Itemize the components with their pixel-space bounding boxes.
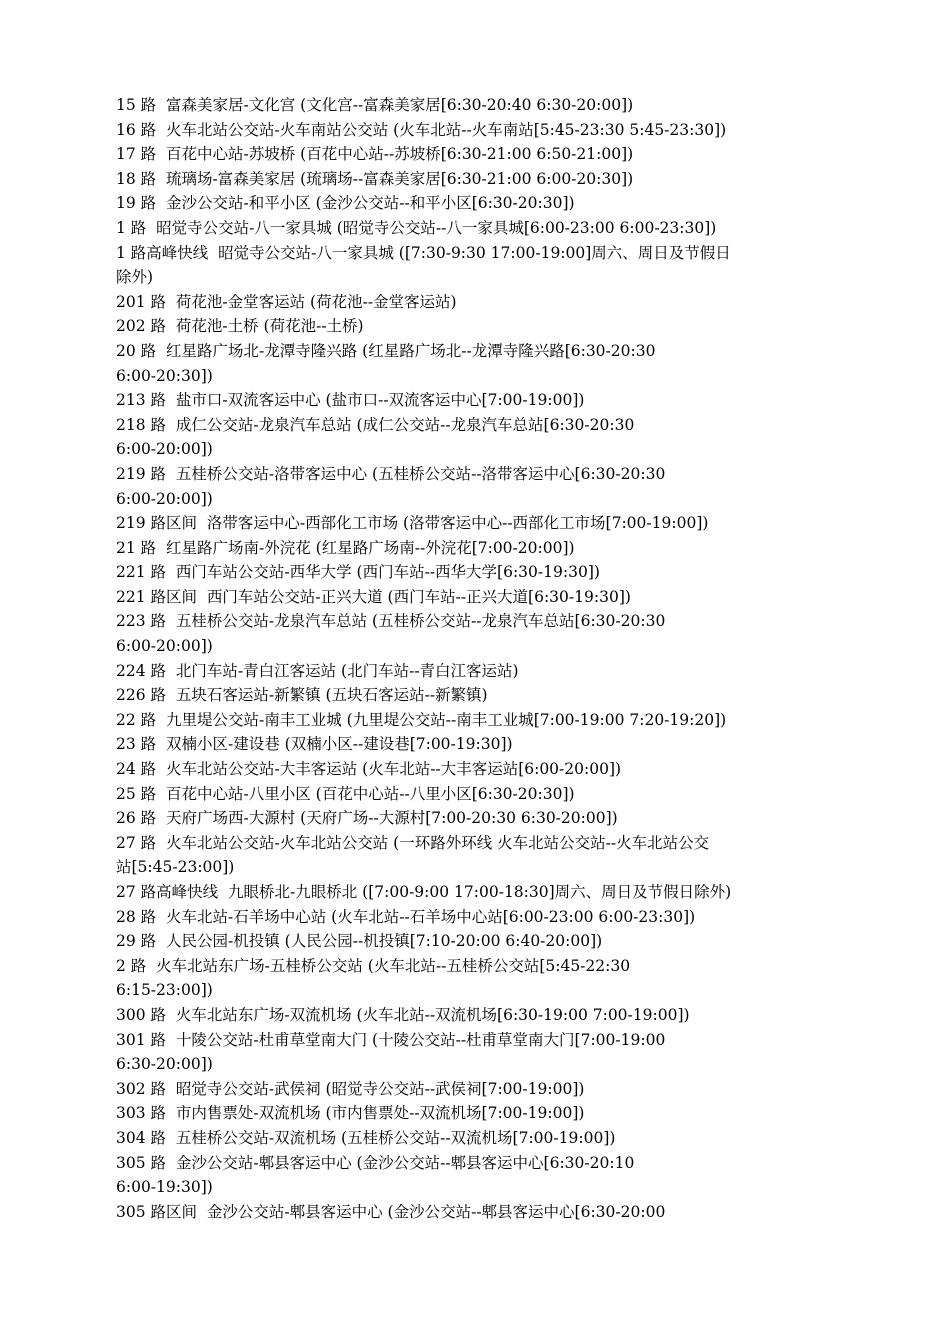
route-line: 16 路 火车北站公交站-火车南站公交站 (火车北站--火车南站[5:45-23:30 5:45-23:30]) xyxy=(116,120,727,139)
route-line: 25 路 百花中心站-八里小区 (百花中心站--八里小区[6:30-20:30]) xyxy=(116,784,575,803)
route-line: 24 路 火车北站公交站-大丰客运站 (火车北站--大丰客运站[6:00-20:00]) xyxy=(116,760,622,779)
route-line: 28 路 火车北站-石羊场中心站 (火车北站--石羊场中心站[6:00-23:00 6:00-23:30]) xyxy=(116,907,696,926)
route-line: 2 路 火车北站东广场-五桂桥公交站 (火车北站--五桂桥公交站[5:45-22:30 xyxy=(116,956,631,975)
route-line: 202 路 荷花池-土桥 (荷花池--土桥) xyxy=(116,317,364,336)
route-line: 219 路 五桂桥公交站-洛带客运中心 (五桂桥公交站--洛带客运中心[6:30-20:30 xyxy=(116,464,666,483)
route-line: 301 路 十陵公交站-杜甫草堂南大门 (十陵公交站--杜甫草堂南大门[7:00-19:00 xyxy=(116,1030,666,1049)
route-line: 6:00-20:30]) xyxy=(116,366,213,385)
route-line: 21 路 红星路广场南-外浣花 (红星路广场南--外浣花[7:00-20:00]) xyxy=(116,538,575,557)
route-line: 223 路 五桂桥公交站-龙泉汽车总站 (五桂桥公交站--龙泉汽车总站[6:30-20:30 xyxy=(116,612,666,631)
route-line: 6:15-23:00]) xyxy=(116,981,213,1000)
route-line: 224 路 北门车站-青白江客运站 (北门车站--青白江客运站) xyxy=(116,661,519,680)
route-line: 23 路 双楠小区-建设巷 (双楠小区--建设巷[7:00-19:30]) xyxy=(116,735,513,754)
route-line: 300 路 火车北站东广场-双流机场 (火车北站--双流机场[6:30-19:00 7:00-19:00]) xyxy=(116,1005,690,1024)
route-line: 27 路 火车北站公交站-火车北站公交站 (一环路外环线 火车北站公交站--火车北站公交 xyxy=(116,833,710,852)
route-line: 15 路 富森美家居-文化宫 (文化宫--富森美家居[6:30-20:40 6:30-20:00]) xyxy=(116,96,634,114)
route-line: 226 路 五块石客运站-新繁镇 (五块石客运站--新繁镇) xyxy=(116,686,488,705)
route-line: 6:00-19:30]) xyxy=(116,1178,213,1197)
route-line: 17 路 百花中心站-苏坡桥 (百花中心站--苏坡桥[6:30-21:00 6:50-21:00]) xyxy=(116,145,634,164)
route-line: 22 路 九里堤公交站-南丰工业城 (九里堤公交站--南丰工业城[7:00-19:00 7:20-19:20]) xyxy=(116,710,727,729)
route-line: 除外) xyxy=(116,268,154,287)
route-line: 20 路 红星路广场北-龙潭寺隆兴路 (红星路广场北--龙潭寺隆兴路[6:30-20:30 xyxy=(116,341,656,360)
route-line: 6:00-20:00]) xyxy=(116,637,213,656)
route-line: 29 路 人民公园-机投镇 (人民公园--机投镇[7:10-20:00 6:40-20:00]) xyxy=(116,932,603,951)
route-line: 302 路 昭觉寺公交站-武侯祠 (昭觉寺公交站--武侯祠[7:00-19:00]) xyxy=(116,1079,585,1098)
route-line: 1 路 昭觉寺公交站-八一家具城 (昭觉寺公交站--八一家具城[6:00-23:00 6:00-23:30]) xyxy=(116,218,717,237)
route-line: 218 路 成仁公交站-龙泉汽车总站 (成仁公交站--龙泉汽车总站[6:30-20:30 xyxy=(116,415,635,434)
route-line: 站[5:45-23:00]) xyxy=(116,858,235,877)
route-line: 213 路 盐市口-双流客运中心 (盐市口--双流客运中心[7:00-19:00]) xyxy=(116,391,585,410)
route-line: 304 路 五桂桥公交站-双流机场 (五桂桥公交站--双流机场[7:00-19:00]) xyxy=(116,1128,616,1147)
route-line: 305 路 金沙公交站-郫县客运中心 (金沙公交站--郫县客运中心[6:30-20:10 xyxy=(116,1153,635,1172)
route-line: 221 路 西门车站公交站-西华大学 (西门车站--西华大学[6:30-19:30]) xyxy=(116,563,600,582)
route-line: 6:30-20:00]) xyxy=(116,1055,213,1074)
route-line: 221 路区间 西门车站公交站-正兴大道 (西门车站--正兴大道[6:30-19:30]) xyxy=(116,587,631,606)
route-line: 27 路高峰快线 九眼桥北-九眼桥北 ([7:00-9:00 17:00-18:30]周六、周日及节假日除外) xyxy=(116,883,732,901)
route-line: 6:00-20:00]) xyxy=(116,489,213,508)
route-line: 305 路区间 金沙公交站-郫县客运中心 (金沙公交站--郫县客运中心[6:30-20:00 xyxy=(116,1202,666,1221)
route-line: 18 路 琉璃场-富森美家居 (琉璃场--富森美家居[6:30-21:00 6:00-20:30]) xyxy=(116,169,634,188)
route-line: 219 路区间 洛带客运中心-西部化工市场 (洛带客运中心--西部化工市场[7:00-19:00]) xyxy=(116,514,709,533)
route-line: 303 路 市内售票处-双流机场 (市内售票处--双流机场[7:00-19:00]) xyxy=(116,1104,585,1123)
bus-route-list xyxy=(116,93,866,1224)
route-line: 19 路 金沙公交站-和平小区 (金沙公交站--和平小区[6:30-20:30]) xyxy=(116,194,575,213)
route-line: 26 路 天府广场西-大源村 (天府广场--大源村[7:00-20:30 6:30-20:00]) xyxy=(116,809,618,828)
route-line: 6:00-20:00]) xyxy=(116,440,213,459)
route-line: 1 路高峰快线 昭觉寺公交站-八一家具城 ([7:30-9:30 17:00-19:00]周六、周日及节假日 xyxy=(116,243,731,262)
route-line: 201 路 荷花池-金堂客运站 (荷花池--金堂客运站) xyxy=(116,292,457,311)
